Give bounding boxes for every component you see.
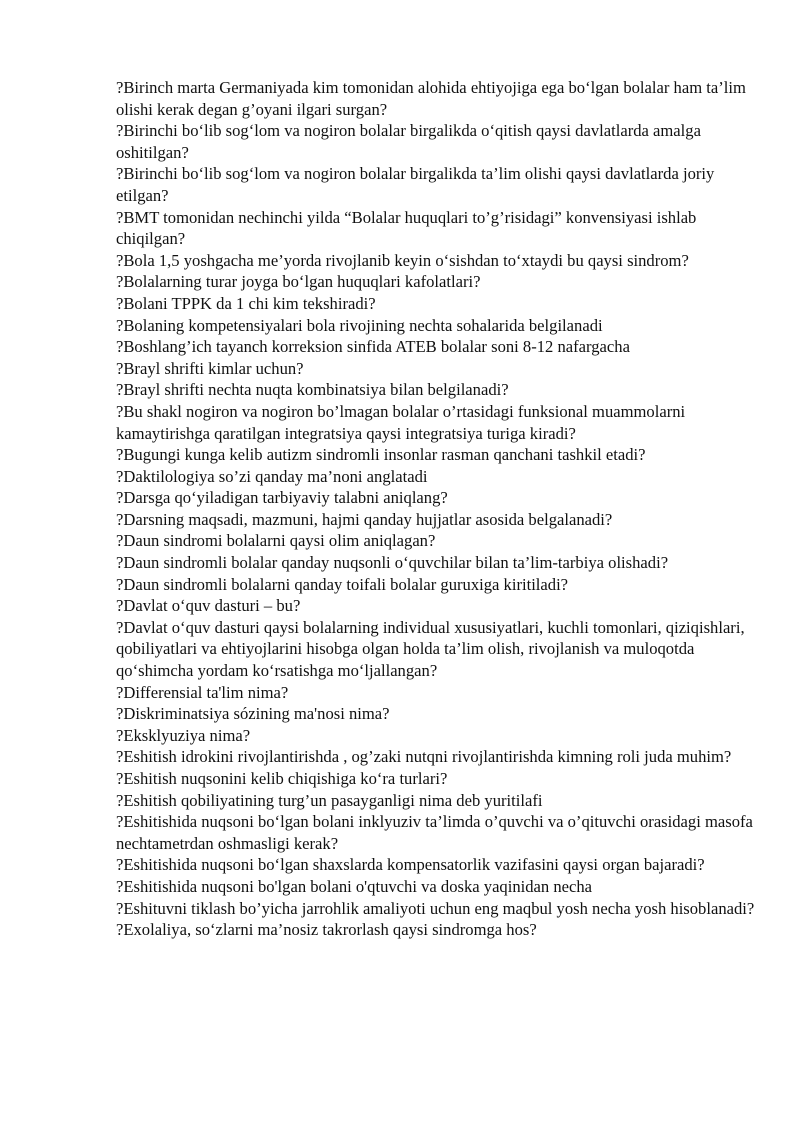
question-line: ?Bolani TPPK da 1 chi kim tekshiradi?	[116, 293, 376, 313]
question-line: ?Birinchi bo‘lib sog‘lom va nogiron bolalar birgalikda ta’lim olishi qaysi davlatlarda joriy etilgan?	[116, 164, 715, 205]
question-line: ?Eshitish qobiliyatining turg’un pasayganligi nima deb yuritilafi	[116, 790, 543, 810]
question-line: ?Bu shakl nogiron va nogiron bo’lmagan bolalar o’rtasidagi funksional muammolarni kamaytirishga qaratilgan integratsiya qaysi integratsiya turiga kiradi?	[116, 401, 686, 443]
document-page	[116, 77, 756, 941]
question-line: ?Diskriminatsiya sózining ma'nosi nima?	[116, 704, 390, 724]
question-line: ?Bugungi kunga kelib autizm sindromli insonlar rasman qanchani tashkil etadi?	[116, 445, 646, 465]
question-line: ?Exolaliya, so‘zlarni ma’nosiz takrorlash qaysi sindromga hos?	[116, 920, 537, 940]
question-line: ?Birinch marta Germaniyada kim tomonidan alohida ehtiyojiga ega bo‘lgan bolalar ham ta’lim olishi kerak degan g’oyani ilgari surgan?	[116, 78, 746, 119]
question-line: ?Brayl shrifti kimlar uchun?	[116, 358, 304, 378]
question-line: ?Brayl shrifti nechta nuqta kombinatsiya bilan belgilanadi?	[116, 380, 509, 400]
question-line: ?BMT tomonidan nechinchi yilda “Bolalar huquqlari to’g’risidagi” konvensiyasi ishlab chiqilgan?	[116, 207, 697, 249]
question-line: ?Boshlang’ich tayanch korreksion sinfida ATEB bolalar soni 8-12 nafargacha	[116, 337, 630, 357]
question-line: ?Eshitishida nuqsoni bo'lgan bolani o'qtuvchi va doska yaqinidan necha	[116, 876, 593, 896]
question-line: ?Bolalarning turar joyga bo‘lgan huquqlari kafolatlari?	[116, 272, 481, 292]
question-line: ?Differensial ta'lim nima?	[116, 682, 289, 702]
question-line: ?Daun sindromli bolalar qanday nuqsonli o‘quvchilar bilan ta’lim-tarbiya olishadi?	[116, 553, 669, 573]
question-line: ?Birinchi bo‘lib sog‘lom va nogiron bolalar birgalikda o‘qitish qaysi davlatlarda amalga oshitilgan?	[116, 121, 701, 162]
question-line: ?Eshitishida nuqsoni bo‘lgan shaxslarda kompensatorlik vazifasini qaysi organ bajaradi?	[116, 855, 705, 875]
question-line: ?Eshitishida nuqsoni bo‘lgan bolani inklyuziv ta’limda o’quvchi va o’qituvchi orasidagi masofa nechtametrdan oshmasligi kerak?	[116, 812, 753, 853]
question-line: ?Daun sindromli bolalarni qanday toifali bolalar guruxiga kiritiladi?	[116, 574, 569, 594]
question-line: ?Eshitish idrokini rivojlantirishda , og’zaki nutqni rivojlantirishda kimning roli juda muhim?	[116, 747, 732, 767]
question-line: ?Daun sindromi bolalarni qaysi olim aniqlagan?	[116, 531, 436, 551]
question-line: ?Davlat o‘quv dasturi qaysi bolalarning individual xususiyatlari, kuchli tomonlari, qiziqishlari, qobiliyatlari va ehtiyojlarini hisobga olgan holda ta’lim olish, rivojlanish va muloqotda qo‘shimcha yordam ko‘rsatishga mo‘ljallangan?	[116, 617, 745, 681]
question-line: ?Eshitish nuqsonini kelib chiqishiga ko‘ra turlari?	[116, 769, 448, 788]
question-line: ?Eksklyuziya nima?	[116, 725, 251, 745]
question-line: ?Bola 1,5 yoshgacha me’yorda rivojlanib keyin o‘sishdan to‘xtaydi bu qaysi sindrom?	[116, 250, 689, 270]
question-line: ?Davlat o‘quv dasturi – bu?	[116, 596, 301, 616]
question-line: ?Eshituvni tiklash bo’yicha jarrohlik amaliyoti uchun eng maqbul yosh necha yosh hisoblanadi?	[116, 898, 755, 918]
question-line: ?Daktilologiya so’zi qanday ma’noni anglatadi	[116, 466, 428, 486]
question-line: ?Darsning maqsadi, mazmuni, hajmi qanday hujjatlar asosida belgalanadi?	[116, 509, 613, 529]
question-line: ?Darsga qo‘yiladigan tarbiyaviy talabni aniqlang?	[116, 488, 448, 508]
question-line: ?Bolaning kompetensiyalari bola rivojining nechta sohalarida belgilanadi	[116, 315, 603, 335]
